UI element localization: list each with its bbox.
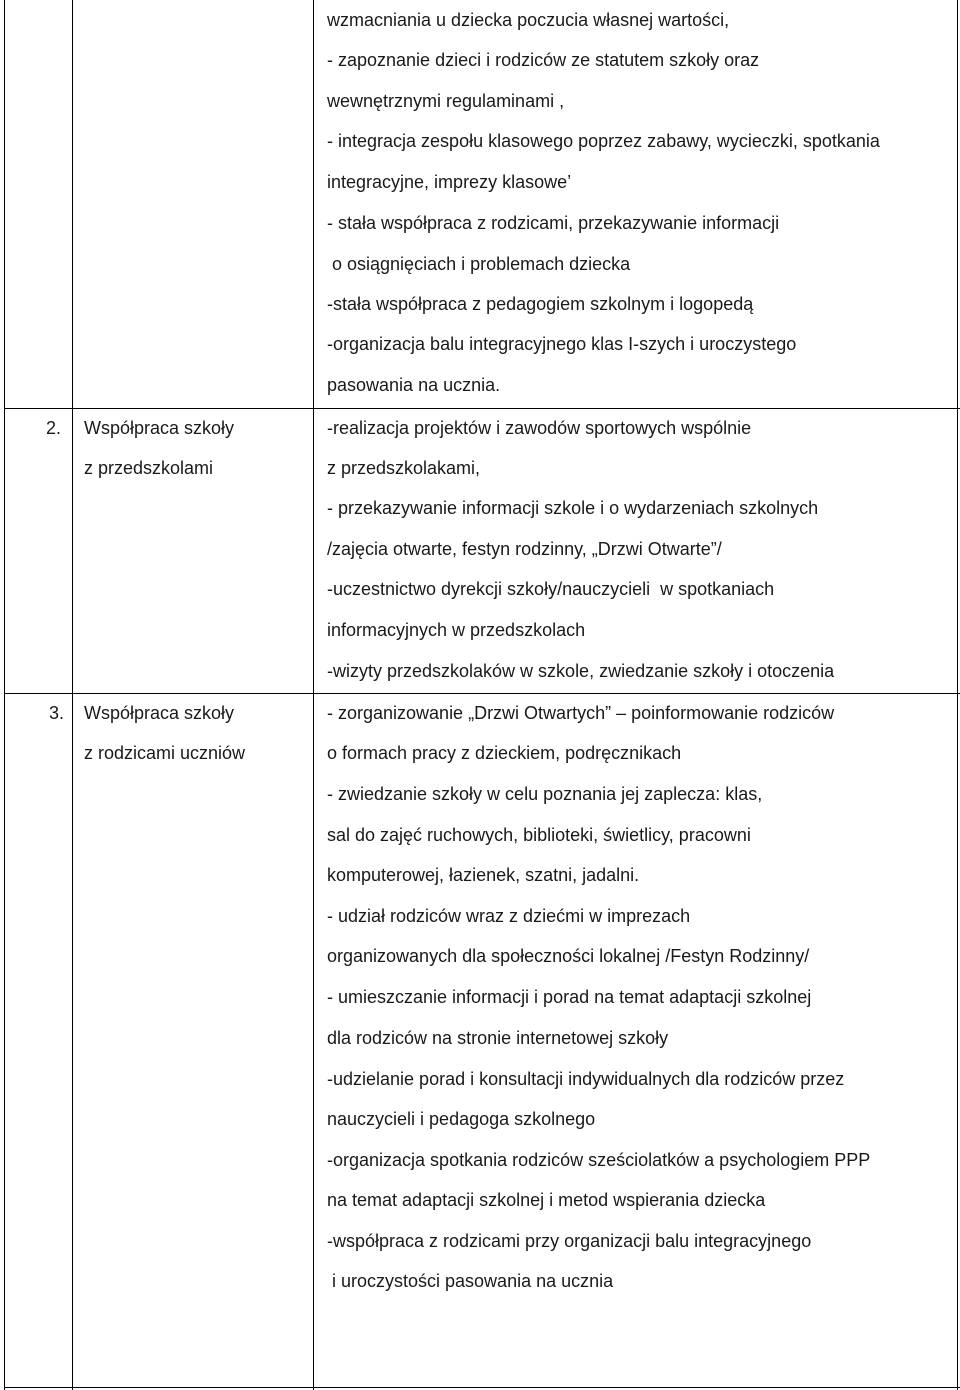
content-line: organizowanych dla społeczności lokalnej /Festyn Rodzinny/ (327, 946, 810, 966)
content-line: -organizacja spotkania rodziców sześciolatków a psychologiem PPP (327, 1150, 871, 1170)
content-line: -udzielanie porad i konsultacji indywidualnych dla rodziców przez (327, 1069, 845, 1089)
content-line: informacyjnych w przedszkolach (327, 620, 586, 640)
content-line: - zorganizowanie „Drzwi Otwartych” – poinformowanie rodziców (327, 703, 835, 723)
row-number: 2. (46, 418, 62, 438)
content-line: wewnętrznymi regulaminami , (327, 91, 565, 111)
row-divider-2 (4, 693, 960, 694)
content-line: integracyjne, imprezy klasowe’ (327, 172, 572, 192)
table-border-left (4, 0, 5, 1390)
content-line: komputerowej, łazienek, szatni, jadalni. (327, 865, 640, 885)
content-line: - zapoznanie dzieci i rodziców ze statutem szkoły oraz (327, 50, 760, 70)
content-line: -wizyty przedszkolaków w szkole, zwiedzanie szkoły i otoczenia (327, 661, 835, 681)
row-title-line: Współpraca szkoły (84, 418, 235, 438)
content-line: z przedszkolakami, (327, 458, 481, 478)
table-column-divider-2 (313, 0, 314, 1390)
content-line: o formach pracy z dzieckiem, podręcznikach (327, 743, 682, 763)
content-line: -organizacja balu integracyjnego klas I-szych i uroczystego (327, 334, 797, 354)
row-title-line: Współpraca szkoły (84, 703, 235, 723)
table-column-divider-1 (72, 0, 73, 1390)
row-title-line: z rodzicami uczniów (84, 743, 246, 763)
content-line: - zwiedzanie szkoły w celu poznania jej zaplecza: klas, (327, 784, 763, 804)
row-number: 3. (49, 703, 65, 723)
content-line: na temat adaptacji szkolnej i metod wspierania dziecka (327, 1190, 766, 1210)
table-border-right (957, 0, 958, 1390)
content-line: -realizacja projektów i zawodów sportowych wspólnie (327, 418, 752, 438)
content-line: - integracja zespołu klasowego poprzez zabawy, wycieczki, spotkania (327, 131, 880, 151)
row-divider-1 (4, 408, 960, 409)
content-line: - stała współpraca z rodzicami, przekazywanie informacji (327, 213, 780, 233)
content-line: -współpraca z rodzicami przy organizacji balu integracyjnego (327, 1231, 812, 1251)
content-line: dla rodziców na stronie internetowej szkoły (327, 1028, 669, 1048)
content-line: pasowania na ucznia. (327, 375, 501, 395)
content-line: - umieszczanie informacji i porad na temat adaptacji szkolnej (327, 987, 812, 1007)
content-line: - przekazywanie informacji szkole i o wydarzeniach szkolnych (327, 498, 819, 518)
content-line: i uroczystości pasowania na ucznia (327, 1271, 614, 1291)
row-title-line: z przedszkolami (84, 458, 214, 478)
table-border-bottom (4, 1387, 960, 1388)
content-line: -stała współpraca z pedagogiem szkolnym i logopedą (327, 294, 754, 314)
content-line: - udział rodziców wraz z dziećmi w imprezach (327, 906, 691, 926)
content-line: sal do zajęć ruchowych, biblioteki, świetlicy, pracowni (327, 825, 751, 845)
content-line: -uczestnictwo dyrekcji szkoły/nauczycieli w spotkaniach (327, 579, 775, 599)
content-line: /zajęcia otwarte, festyn rodzinny, „Drzwi Otwarte”/ (327, 539, 722, 559)
content-line: wzmacniania u dziecka poczucia własnej wartości, (327, 10, 730, 30)
content-line: nauczycieli i pedagoga szkolnego (327, 1109, 596, 1129)
content-line: o osiągnięciach i problemach dziecka (327, 254, 631, 274)
